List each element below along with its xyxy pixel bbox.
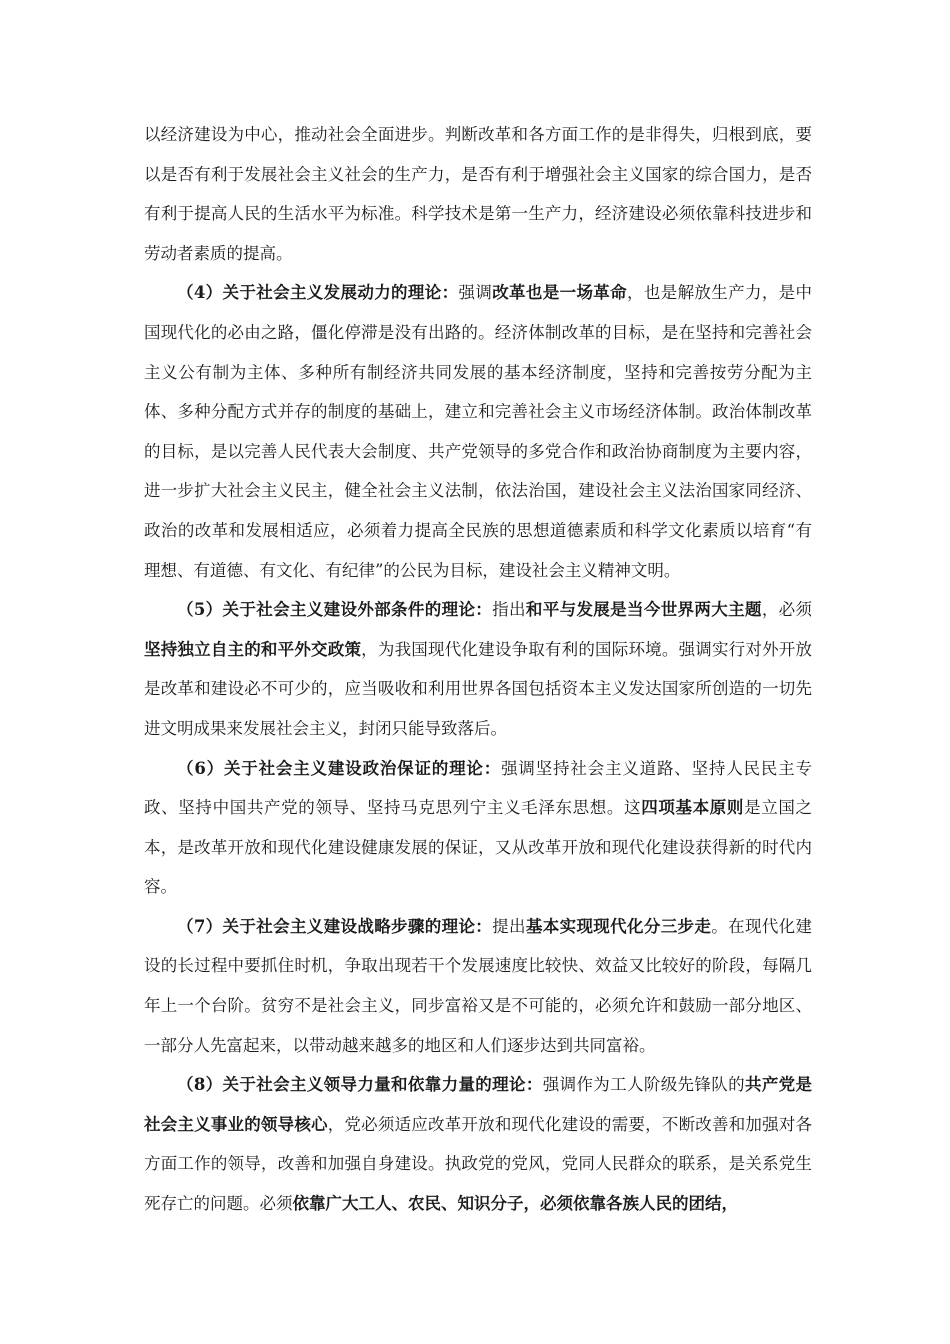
bold-text-run: （8）关于社会主义领导力量和依靠力量的理论： xyxy=(177,1075,543,1095)
text-run: 指出 xyxy=(492,600,526,620)
bold-text-run: 共产党是社会主义事业的领导核心 xyxy=(144,1075,813,1134)
bold-text-run: 改革也是一场革命 xyxy=(492,283,628,303)
text-run: 以经济建设为中心，推动社会全面进步。判断改革和各方面工作的是非得失，归根到底，要以是否有利于发展社会主义社会的生产力，是否有利于增强社会主义国家的综合国力，是否有利于提高人民的生活水平为标准。科学技术是第一生产力，经济建设必须依靠科技进步和劳动者素质的提高。 xyxy=(144,125,812,263)
paragraph xyxy=(144,273,812,590)
paragraph xyxy=(144,590,812,748)
bold-text-run: （5）关于社会主义建设外部条件的理论： xyxy=(177,600,493,620)
text-run: ，也是解放生产力，是中国现代化的必由之路，僵化停滞是没有出路的。经济体制改革的目标，是在坚持和完善社会主义公有制为主体、多种所有制经济共同发展的基本经济制度，坚持和完善按劳分配为主体、多种分配方式并存的制度的基础上，建立和完善社会主义市场经济体制。政治体制改革的目标，是以完善人民代表大会制度、共产党领导的多党合作和政治协商制度为主要内容，进一步扩大社会主义民主，健全社会主义法制，依法治国，建设社会主义法治国家同经济、政治的改革和发展相适应，必须着力提高全民族的思想道德素质和科学文化素质以培育“有理想、有道德、有文化、有纪律”的公民为目标，建设社会主义精神文明。 xyxy=(144,283,813,580)
bold-text-run: （7）关于社会主义建设战略步骤的理论： xyxy=(177,916,493,936)
text-run: ，为我国现代化建设争取有利的国际环境。强调实行对外开放是改革和建设必不可少的，应当吸收和利用世界各国包括资本主义发达国家所创造的一切先进文明成果来发展社会主义，封闭只能导致落后。 xyxy=(144,639,813,738)
text-run: 强调 xyxy=(458,283,493,303)
text-run: ，党必须适应改革开放和现代化建设的需要，不断改善和加强对各方面工作的领导，改善和加强自身建设。执政党的党风，党同人民群众的联系，是关系党生死存亡的问题。必须 xyxy=(144,1114,813,1214)
bold-text-run: 基本实现现代化分三步走 xyxy=(525,916,712,936)
text-run: 是立国之本，是改革开放和现代化建设健康发展的保证，又从改革开放和现代化建设获得新的时代内容。 xyxy=(144,798,813,897)
text-run: 强调作为工人阶级先锋队的 xyxy=(542,1075,745,1095)
bold-text-run: 和平与发展是当今世界两大主题 xyxy=(525,600,762,620)
bold-text-run: （4）关于社会主义发展动力的理论： xyxy=(177,283,459,303)
text-run: 提出 xyxy=(492,916,526,936)
paragraph xyxy=(144,907,812,1065)
text-run: 。在现代化建设的长过程中要抓住时机，争取出现若干个发展速度比较快、效益又比较好的阶段，每隔几年上一个台阶。贫穷不是社会主义，同步富裕又是不可能的，必须允许和鼓励一部分地区、一部分人先富起来，以带动越来越多的地区和人们逐步达到共同富裕。 xyxy=(144,916,813,1055)
bold-text-run: 依靠广大工人、农民、知识分子，必须依靠各族人民的团结， xyxy=(292,1194,738,1214)
bold-text-run: 四项基本原则 xyxy=(641,798,745,818)
paragraph xyxy=(144,1065,812,1223)
bold-text-run: （6）关于社会主义建设政治保证的理论： xyxy=(177,758,502,778)
document-body xyxy=(144,115,812,1224)
paragraph xyxy=(144,749,812,907)
bold-text-run: 坚持独立自主的和平外交政策 xyxy=(144,639,362,659)
text-run: 强调坚持社会主义道路、坚持人民民主专政、坚持中国共产党的领导、坚持马克思列宁主义毛泽东思想。这 xyxy=(144,758,813,818)
text-run: ，必须 xyxy=(761,600,813,620)
paragraph xyxy=(144,115,812,273)
